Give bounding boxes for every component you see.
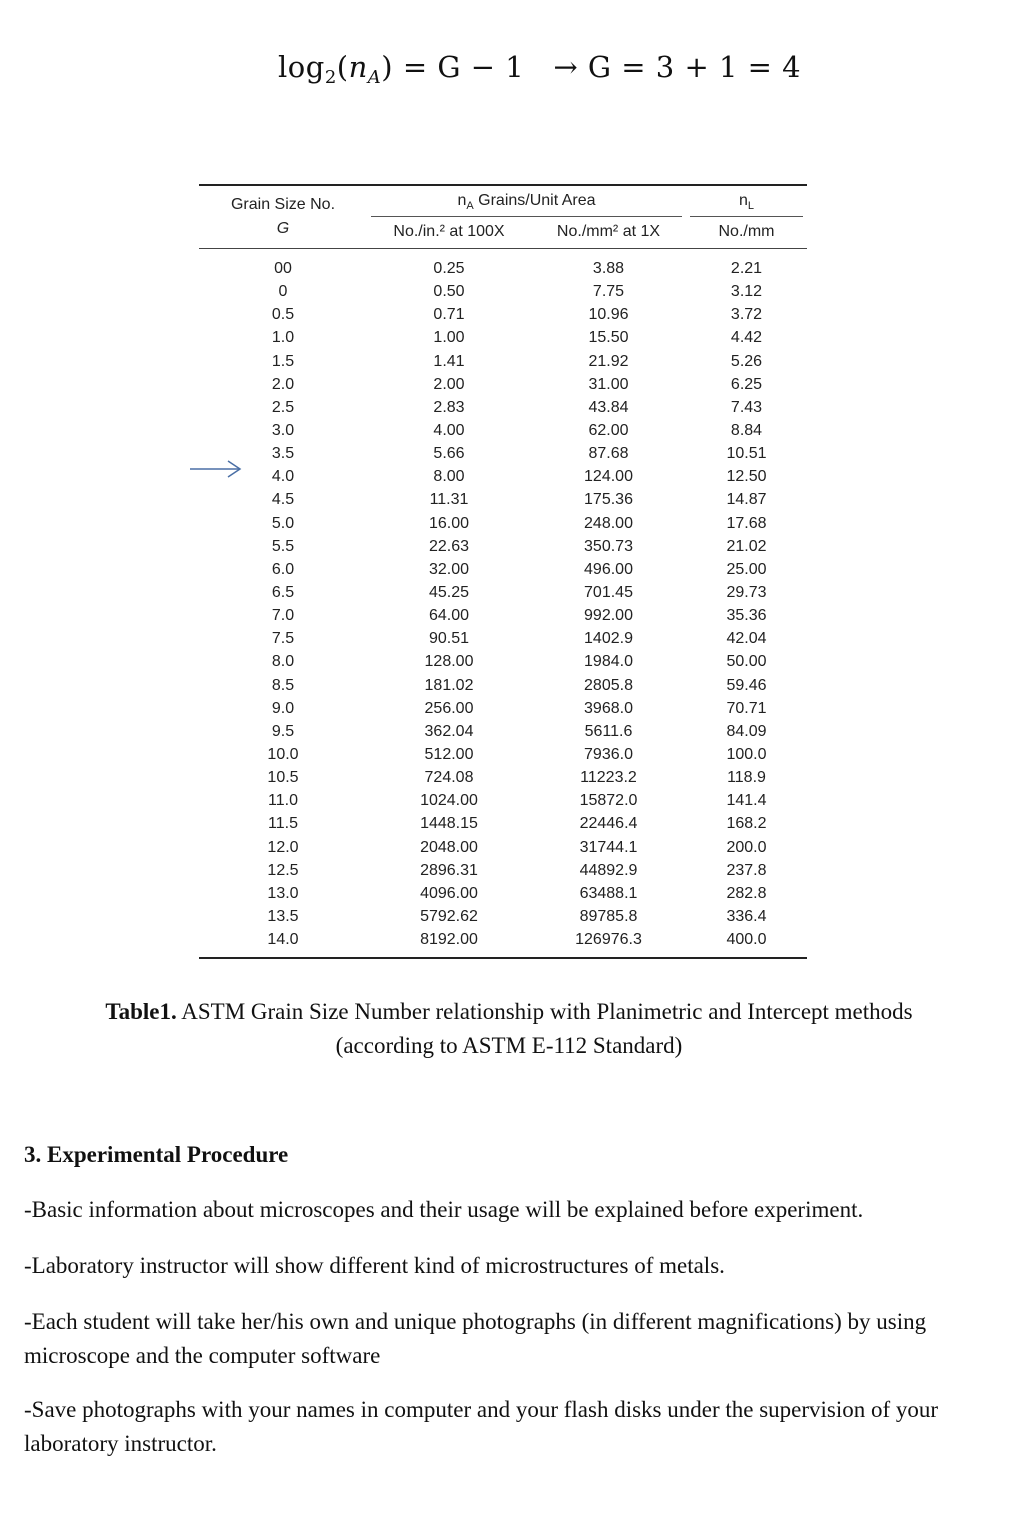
table-cell: 0 bbox=[278, 283, 288, 301]
table-row bbox=[199, 442, 807, 465]
table-cell: 1.41 bbox=[433, 352, 465, 370]
table-row bbox=[199, 697, 807, 720]
section-heading: 3. Experimental Procedure bbox=[24, 1142, 289, 1167]
table-cell: 3.5 bbox=[271, 445, 295, 463]
table-cell: 2896.31 bbox=[420, 861, 478, 879]
table-cell: 7.75 bbox=[592, 283, 625, 301]
table-row bbox=[199, 257, 807, 280]
formula-arrow: → bbox=[553, 50, 579, 84]
table-cell: 11.5 bbox=[268, 815, 298, 833]
table-row bbox=[199, 558, 807, 581]
table-cell: 90.51 bbox=[428, 630, 470, 648]
table-caption bbox=[30, 995, 988, 1063]
table-cell: 4.0 bbox=[271, 468, 295, 486]
table-body bbox=[199, 249, 807, 951]
table-cell: 100.0 bbox=[726, 745, 767, 763]
grain-size-formula: $\log_2(n_A) = G - 1$ → G = 3 + 1 = 4 bbox=[278, 50, 802, 88]
table-cell: 9.5 bbox=[271, 722, 295, 740]
table-cell: 11223.2 bbox=[580, 769, 637, 787]
table-cell: 6.25 bbox=[730, 375, 763, 393]
table-cell: 1984.0 bbox=[584, 653, 633, 671]
table-cell: 13.5 bbox=[267, 907, 299, 925]
header-na-col1: No./in.² at 100X bbox=[393, 223, 505, 240]
table-cell: 00 bbox=[274, 260, 292, 277]
table-cell: 3.72 bbox=[730, 306, 763, 324]
header-grain-size-symbol: G bbox=[276, 220, 290, 237]
table-cell: 350.73 bbox=[584, 537, 633, 555]
table-cell: 0.71 bbox=[433, 306, 465, 324]
table-cell: 128.00 bbox=[424, 653, 474, 671]
table-cell: 10.51 bbox=[726, 445, 767, 463]
table-row bbox=[199, 766, 807, 789]
header-nl bbox=[686, 192, 807, 212]
table-row bbox=[199, 650, 807, 673]
table-cell: 8192.00 bbox=[420, 931, 478, 949]
table-cell: 282.8 bbox=[726, 884, 767, 902]
table-cell: 10.0 bbox=[267, 745, 299, 763]
table-row bbox=[199, 280, 807, 303]
formula-result: G = 3 + 1 = 4 bbox=[587, 50, 802, 84]
table-cell: 21.92 bbox=[588, 352, 629, 370]
table-cell: 200.0 bbox=[726, 838, 767, 856]
table-row bbox=[199, 836, 807, 859]
table-row bbox=[199, 326, 807, 349]
table-row bbox=[199, 627, 807, 650]
table-cell: 15.50 bbox=[588, 329, 629, 347]
table-cell: 2805.8 bbox=[584, 676, 633, 694]
table-cell: 22446.4 bbox=[579, 815, 638, 833]
table-cell: 32.00 bbox=[428, 560, 470, 578]
table-cell: 0.5 bbox=[271, 306, 295, 324]
table-row bbox=[199, 581, 807, 604]
table-cell: 2.21 bbox=[730, 260, 763, 277]
table-cell: 168.2 bbox=[726, 815, 767, 833]
table-cell: 1.00 bbox=[433, 329, 465, 347]
table-cell: 12.50 bbox=[726, 468, 767, 486]
table-cell: 12.5 bbox=[267, 861, 299, 879]
table-row bbox=[199, 604, 807, 627]
table-cell: 4.00 bbox=[433, 421, 465, 439]
table-cell: 62.00 bbox=[588, 421, 629, 439]
table-cell: 8.00 bbox=[433, 468, 465, 486]
table-cell: 237.8 bbox=[726, 861, 767, 879]
table-row bbox=[199, 465, 807, 488]
table-cell: 1402.9 bbox=[584, 630, 633, 648]
table-cell: 15872.0 bbox=[579, 792, 638, 810]
table-cell: 336.4 bbox=[726, 907, 767, 925]
table-cell: 2.0 bbox=[271, 375, 295, 393]
table-cell: 25.00 bbox=[726, 560, 767, 578]
table-cell: 29.73 bbox=[726, 583, 767, 601]
table-cell: 2.5 bbox=[271, 398, 295, 416]
header-na-sub: A bbox=[466, 200, 474, 213]
table-row bbox=[199, 373, 807, 396]
table-cell: 4.5 bbox=[271, 491, 295, 509]
table-cell: 5.0 bbox=[271, 514, 295, 532]
table-row bbox=[199, 512, 807, 535]
table-cell: 2.83 bbox=[433, 398, 465, 416]
section-title bbox=[24, 1138, 994, 1172]
table-row bbox=[199, 535, 807, 558]
table-row bbox=[199, 928, 807, 951]
table-cell: 8.84 bbox=[730, 421, 763, 439]
table-cell: 1024.00 bbox=[420, 792, 478, 810]
table-row bbox=[199, 882, 807, 905]
header-na-col2: No./mm² at 1X bbox=[556, 223, 661, 240]
table-cell: 10.96 bbox=[588, 306, 629, 324]
procedure-item: -Each student will take her/his own and unique photographs (in different magnifications) by using microscope and the computer software bbox=[24, 1309, 927, 1368]
table-cell: 248.00 bbox=[584, 514, 633, 532]
table-cell: 4.42 bbox=[730, 329, 763, 347]
table-cell: 362.04 bbox=[424, 722, 474, 740]
table-cell: 7.5 bbox=[271, 630, 295, 648]
table-cell: 11.31 bbox=[429, 491, 469, 509]
table-cell: 701.45 bbox=[584, 583, 633, 601]
table-cell: 175.36 bbox=[584, 491, 633, 509]
formula-log: log bbox=[278, 50, 325, 84]
table-cell: 42.04 bbox=[726, 630, 767, 648]
table-cell: 5.66 bbox=[433, 445, 465, 463]
table-cell: 59.46 bbox=[726, 676, 767, 694]
table-cell: 1.5 bbox=[271, 352, 295, 370]
table-cell: 7936.0 bbox=[584, 745, 633, 763]
table-cell: 35.36 bbox=[726, 607, 767, 625]
caption-text: ASTM Grain Size Number relationship with Planimetric and Intercept methods bbox=[176, 999, 913, 1024]
table-cell: 6.0 bbox=[271, 560, 295, 578]
table-cell: 8.5 bbox=[271, 676, 295, 694]
header-nl-underline bbox=[690, 216, 803, 217]
table-cell: 2048.00 bbox=[420, 838, 478, 856]
table-cell: 5.5 bbox=[271, 537, 295, 555]
table-cell: 7.0 bbox=[271, 607, 295, 625]
table-cell: 1.0 bbox=[271, 329, 295, 347]
table-header bbox=[199, 186, 807, 248]
table-cell: 124.00 bbox=[584, 468, 633, 486]
table-row bbox=[199, 350, 807, 373]
table-cell: 724.08 bbox=[424, 769, 474, 787]
caption-label: Table1. bbox=[105, 999, 177, 1024]
table-bottom-rule bbox=[199, 957, 807, 959]
table-row bbox=[199, 905, 807, 928]
table-cell: 12.0 bbox=[267, 838, 299, 856]
table-cell: 89785.8 bbox=[579, 907, 638, 925]
table-cell: 50.00 bbox=[726, 653, 767, 671]
table-cell: 87.68 bbox=[588, 445, 629, 463]
table-cell: 0.50 bbox=[433, 283, 465, 301]
table-row bbox=[199, 743, 807, 766]
table-cell: 2.00 bbox=[433, 375, 465, 393]
table-cell: 118.9 bbox=[727, 769, 766, 787]
table-cell: 5.26 bbox=[730, 352, 763, 370]
table-cell: 31744.1 bbox=[579, 838, 638, 856]
caption-line2: (according to ASTM E-112 Standard) bbox=[335, 1033, 683, 1058]
procedure-item: -Laboratory instructor will show different kind of microstructures of metals. bbox=[24, 1253, 725, 1278]
header-na-label: Grains/Unit Area bbox=[478, 192, 596, 209]
table-cell: 22.63 bbox=[428, 537, 470, 555]
table-cell: 70.71 bbox=[726, 699, 767, 717]
table-row bbox=[199, 396, 807, 419]
table-row bbox=[199, 488, 807, 511]
table-cell: 10.5 bbox=[267, 769, 299, 787]
table-row bbox=[199, 789, 807, 812]
table-cell: 7.43 bbox=[730, 398, 763, 416]
formula-rhs: = G − 1 bbox=[402, 50, 525, 84]
table-cell: 181.02 bbox=[424, 676, 474, 694]
table-cell: 5611.6 bbox=[584, 722, 633, 740]
table-cell: 992.00 bbox=[584, 607, 633, 625]
table-row bbox=[199, 720, 807, 743]
table-cell: 0.25 bbox=[433, 260, 465, 277]
grain-size-table bbox=[199, 184, 807, 959]
table-cell: 5792.62 bbox=[420, 907, 478, 925]
table-row bbox=[199, 303, 807, 326]
header-nl-symbol: n bbox=[738, 192, 748, 209]
header-na-symbol: n bbox=[457, 192, 467, 209]
table-row bbox=[199, 859, 807, 882]
table-row bbox=[199, 419, 807, 442]
table-cell: 17.68 bbox=[726, 514, 767, 532]
table-cell: 14.87 bbox=[726, 491, 767, 509]
table-cell: 21.02 bbox=[726, 537, 767, 555]
table-cell: 496.00 bbox=[584, 560, 633, 578]
formula-log-arg: n bbox=[348, 50, 368, 84]
table-cell: 141.4 bbox=[726, 792, 767, 810]
table-cell: 63488.1 bbox=[579, 884, 638, 902]
table-cell: 43.84 bbox=[588, 398, 629, 416]
table-cell: 84.09 bbox=[726, 722, 767, 740]
table-cell: 3.88 bbox=[592, 260, 625, 277]
procedure-item: -Save photographs with your names in computer and your flash disks under the supervision of your laboratory instructor. bbox=[24, 1397, 939, 1456]
table-cell: 13.0 bbox=[267, 884, 299, 902]
table-cell: 8.0 bbox=[271, 653, 295, 671]
header-nl-col: No./mm bbox=[718, 223, 775, 240]
table-cell: 64.00 bbox=[428, 607, 470, 625]
procedure-item: -Basic information about microscopes and their usage will be explained before experiment. bbox=[24, 1197, 864, 1222]
table-cell: 3968.0 bbox=[584, 699, 633, 717]
table-cell: 45.25 bbox=[428, 583, 470, 601]
table-row bbox=[199, 812, 807, 835]
table-cell: 16.00 bbox=[428, 514, 470, 532]
header-nl-sub: L bbox=[747, 200, 755, 213]
table-cell: 400.0 bbox=[726, 931, 767, 949]
table-cell: 1448.15 bbox=[420, 815, 478, 833]
table-cell: 9.0 bbox=[271, 699, 295, 717]
header-na-underline bbox=[371, 216, 682, 217]
table-cell: 4096.00 bbox=[420, 884, 478, 902]
table-cell: 256.00 bbox=[424, 699, 474, 717]
table-cell: 3.12 bbox=[730, 283, 763, 301]
table-cell: 44892.9 bbox=[579, 861, 638, 879]
table-cell: 512.00 bbox=[424, 745, 474, 763]
table-cell: 14.0 bbox=[267, 931, 299, 949]
table-cell: 11.0 bbox=[268, 792, 298, 810]
table-cell: 126976.3 bbox=[575, 931, 642, 949]
table-cell: 31.00 bbox=[588, 375, 629, 393]
table-cell: 3.0 bbox=[271, 421, 295, 439]
table-row bbox=[199, 674, 807, 697]
header-na bbox=[367, 192, 686, 212]
formula-log-arg-sub: A bbox=[367, 67, 382, 88]
table-cell: 6.5 bbox=[271, 583, 295, 601]
header-grain-size: Grain Size No. bbox=[230, 196, 336, 213]
formula-log-base: 2 bbox=[324, 67, 337, 88]
